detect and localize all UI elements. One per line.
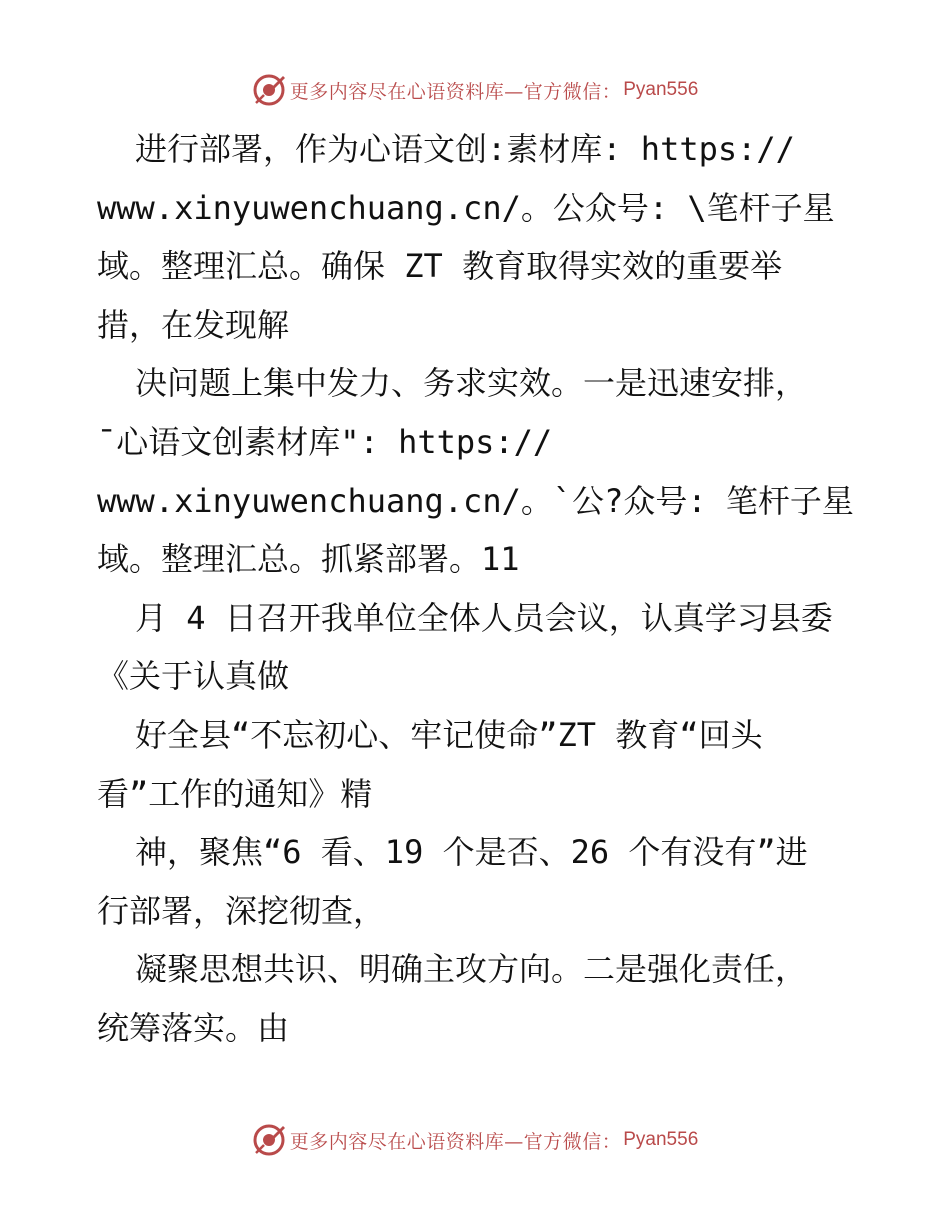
text-line: www.xinyuwenchuang.cn/。公众号: \笔杆子星 bbox=[97, 188, 835, 227]
text-line: www.xinyuwenchuang.cn/。`公?众号: 笔杆子星 bbox=[97, 481, 854, 520]
text-line: 《关于认真做 bbox=[97, 657, 290, 696]
pen-logo-icon bbox=[252, 73, 286, 107]
text-line: 统筹落实。由 bbox=[97, 1008, 290, 1047]
text-line: ¯心语文创素材库": https:// bbox=[97, 422, 553, 461]
document-body bbox=[97, 120, 857, 1058]
text-line: 好全县“不忘初心、牢记使命”ZT 教育“回头 bbox=[135, 715, 763, 754]
text-line: 看”工作的通知》精 bbox=[97, 774, 373, 813]
footer-account: Pyan556 bbox=[623, 1129, 699, 1150]
text-line: 神，聚焦“6 看、19 个是否、26 个有没有”进 bbox=[135, 833, 808, 872]
header-account: Pyan556 bbox=[623, 79, 699, 100]
text-line: 决问题上集中发力、务求实效。一是迅速安排， bbox=[135, 364, 808, 403]
pen-logo-icon bbox=[252, 1123, 286, 1157]
header-banner bbox=[0, 70, 950, 110]
header-site-text: 更多内容尽在心语资料库—官方微信： bbox=[289, 80, 622, 103]
footer-banner bbox=[0, 1120, 950, 1160]
footer-site-text: 更多内容尽在心语资料库—官方微信： bbox=[289, 1130, 622, 1153]
text-line: 凝聚思想共识、明确主攻方向。二是强化责任， bbox=[135, 950, 808, 989]
text-line: 月 4 日召开我单位全体人员会议，认真学习县委 bbox=[135, 598, 833, 637]
text-line: 进行部署，作为心语文创:素材库: https:// bbox=[135, 130, 795, 168]
text-line: 措，在发现解 bbox=[97, 305, 290, 344]
text-line: 域。整理汇总。抓紧部署。11 bbox=[97, 540, 520, 579]
text-line: 域。整理汇总。确保 ZT 教育取得实效的重要举 bbox=[97, 247, 783, 286]
text-line: 行部署，深挖彻查， bbox=[97, 891, 386, 930]
